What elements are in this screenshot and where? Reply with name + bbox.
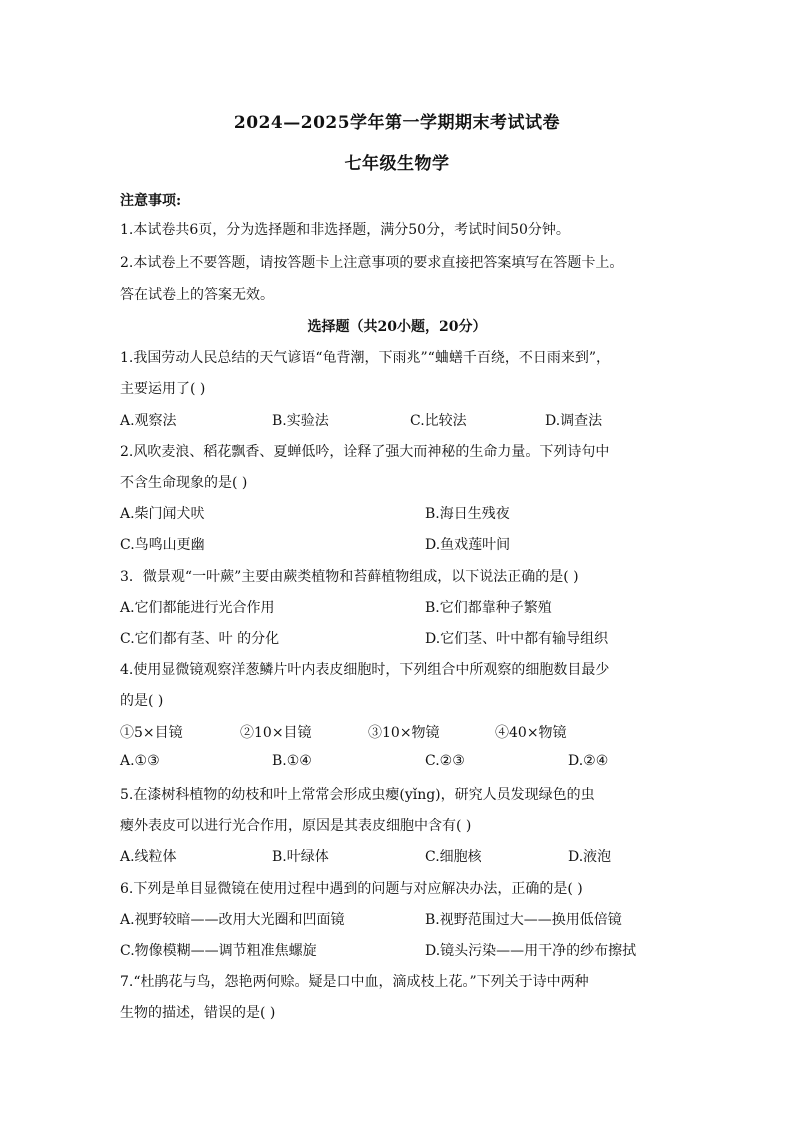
question-stem: 的是( ) xyxy=(120,693,164,709)
option-a: A.它们都能进行光合作用 xyxy=(120,600,275,616)
option-a: A.柴门闻犬吠 xyxy=(120,506,205,522)
option-c: C.它们都有茎、叶 的分化 xyxy=(120,631,280,647)
option-a: A.线粒体 xyxy=(120,849,177,865)
option-c: C.②③ xyxy=(425,753,465,769)
exam-title: 2024—2025学年第一学期期末考试试卷 xyxy=(233,113,561,133)
combo-item: ①5×目镜 xyxy=(120,725,183,741)
option-d: D.液泡 xyxy=(568,849,612,865)
option-c: C.鸟鸣山更幽 xyxy=(120,537,205,553)
question-stem: 瘿外表皮可以进行光合作用，原因是其表皮细胞中含有( ) xyxy=(120,818,472,834)
option-b: B.视野范围过大——换用低倍镜 xyxy=(425,912,622,928)
question-stem: 3．微景观“一叶蕨”主要由蕨类植物和苔藓植物组成，以下说法正确的是( ) xyxy=(120,569,579,585)
notice-item: 答在试卷上的答案无效。 xyxy=(120,287,274,303)
question-stem: 主要运用了( ) xyxy=(120,381,206,397)
option-b: B.海日生残夜 xyxy=(425,506,510,522)
question-stem: 生物的描述，错误的是( ) xyxy=(120,1005,276,1021)
option-a: A.视野较暗——改用大光圈和凹面镜 xyxy=(120,912,345,928)
question-stem: 4.使用显微镜观察洋葱鳞片叶内表皮细胞时，下列组合中所观察的细胞数目最少 xyxy=(120,662,610,678)
notice-item: 2.本试卷上不要答题，请按答题卡上注意事项的要求直接把答案填写在答题卡上。 xyxy=(120,255,624,271)
option-b: B.①④ xyxy=(272,753,312,769)
section-title: 选择题（共20小题，20分） xyxy=(307,319,487,335)
option-c: C.比较法 xyxy=(410,413,467,429)
exam-subtitle: 七年级生物学 xyxy=(344,154,450,174)
question-stem: 2.风吹麦浪、稻花飘香、夏蝉低吟，诠释了强大而神秘的生命力量。下列诗句中 xyxy=(120,444,610,460)
combo-item: ③10×物镜 xyxy=(368,725,440,741)
notice-heading: 注意事项: xyxy=(120,193,182,209)
option-b: B.实验法 xyxy=(272,413,329,429)
question-stem: 5.在漆树科植物的幼枝和叶上常常会形成虫瘿(yǐng)，研究人员发现绿色的虫 xyxy=(120,787,595,803)
question-stem: 7.“杜鹃花与鸟，怨艳两何赊。疑是口中血，滴成枝上花。”下列关于诗中两种 xyxy=(120,974,589,990)
option-a: A.观察法 xyxy=(120,413,177,429)
option-c: C.细胞核 xyxy=(425,849,482,865)
option-c: C.物像模糊——调节粗准焦螺旋 xyxy=(120,943,317,959)
option-d: D.②④ xyxy=(568,753,609,769)
notice-item: 1.本试卷共6页，分为选择题和非选择题，满分50分，考试时间50分钟。 xyxy=(120,222,570,238)
option-a: A.①③ xyxy=(120,753,160,769)
option-b: B.它们都靠种子繁殖 xyxy=(425,600,552,616)
option-b: B.叶绿体 xyxy=(272,849,329,865)
option-d: D.它们茎、叶中都有输导组织 xyxy=(425,631,609,647)
option-d: D.调查法 xyxy=(545,413,603,429)
combo-item: ④40×物镜 xyxy=(495,725,567,741)
question-stem: 6.下列是单目显微镜在使用过程中遇到的问题与对应解决办法，正确的是( ) xyxy=(120,881,583,897)
option-d: D.镜头污染——用干净的纱布擦拭 xyxy=(425,943,637,959)
option-d: D.鱼戏莲叶间 xyxy=(425,537,511,553)
combo-item: ②10×目镜 xyxy=(240,725,312,741)
question-stem: 不含生命现象的是( ) xyxy=(120,475,248,491)
question-stem: 1.我国劳动人民总结的天气谚语“龟背潮，下雨兆”“蛐蟮千百绕，不日雨来到”， xyxy=(120,350,610,366)
